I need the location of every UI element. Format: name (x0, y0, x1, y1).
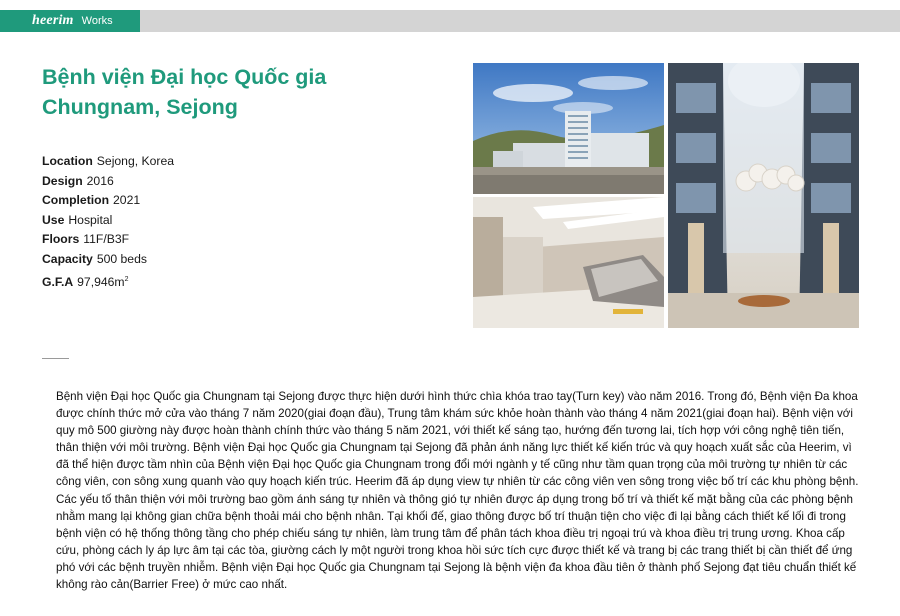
header-bar (0, 10, 900, 32)
section-label: Works (81, 15, 113, 27)
spec-label: Location (42, 154, 93, 168)
spec-label: Design (42, 173, 83, 188)
spec-capacity (42, 250, 174, 270)
spec-label: Capacity (42, 251, 93, 266)
gfa-superscript: 2 (124, 275, 129, 283)
spec-value: Hospital (68, 212, 113, 227)
project-title (42, 62, 442, 122)
spec-value: Sejong, Korea (96, 154, 175, 168)
spec-value: 500 beds (96, 251, 147, 266)
gfa-number: 97,946m (77, 274, 125, 289)
project-description: Bệnh viện Đại học Quốc gia Chungnam tại Sejong được thực hiện dưới hình thức chìa khóa trao tay(Turn key) vào năm 2016. Trong đó, Bệnh viện Đa khoa được chính thức mở cửa vào tháng 7 năm 2020(giai đoạn đầu), Trung tâm khám sức khỏe hoàn thành vào tháng 4 năm 2021(giai đoạn hai). Bệnh viện với quy mô 500 giường này được hoàn thành chính thức vào tháng 5 năm 2021, với thiết kế sáng tạo, hướng đến tương lai, tích hợp với công nghệ tiên tiến, thân thiện với môi trường. Bệnh viện Đại học Quốc gia Chungnam tại Sejong đã phản ánh năng lực thiết kế kiến trúc và quy hoạch xuất sắc của Heerim, vì đã thể hiện được tầm nhìn của Bệnh viện Đại học Quốc gia Chungnam trong đổi mới ngành y tế cũng như tầm quan trọng của môi trường tự nhiên từ các công viên, con sông xung quanh vào quy hoạch kiến trúc. Heerim đã áp dụng view tự nhiên từ các công viên ven sông trong việc bố trí các khu phòng bệnh. Các yếu tố thân thiện với môi trường bao gồm ánh sáng tự nhiên và thông gió tự nhiên được áp dụng trong bố trí và thiết kế mặt bằng của các phòng bệnh nhằm mang lại không gian chữa bệnh thoải mái cho bệnh nhân. Tại khối đế, giao thông được bố trí thuận tiện cho việc đi lại bằng cách thiết kế lối đi trong bệnh viện có hệ thống thông tầng cho phép chiếu sáng tự nhiên, làm trung tâm để phân tách khoa điều trị ngoại trú và khoa điều trị trung ương. Khoa cấp cứu, phòng cách ly áp lực âm tại các tòa, giường cách ly một người trong khoa hồi sức tích cực được thiết kế và trang bị các trang thiết bị cần thiết để ứng phó với các bệnh truyền nhiễm. Bệnh viện Đại học Quốc gia Chungnam tại Sejong là bệnh viện đa khoa đầu tiên ở thành phố Sejong đạt tiêu chuẩn thiết kế không rào cản(Barrier Free) ở mức cao nhất. (56, 390, 859, 592)
spec-value: 2016 (86, 173, 114, 188)
atrium-photo (668, 63, 859, 328)
spec-label: Completion (42, 193, 110, 208)
spec-value: 11F/B3F (83, 232, 130, 247)
spec-value: 2021 (113, 193, 141, 208)
spec-label: Use (42, 212, 65, 227)
spec-value (77, 275, 128, 289)
spec-label: G.F.A (42, 274, 74, 289)
spec-label: Floors (42, 232, 80, 247)
spec-gfa (42, 270, 174, 293)
brand-tab[interactable] (0, 10, 140, 32)
brand-logo: heerim (32, 13, 74, 28)
spec-design (42, 172, 174, 192)
title-line-2: Chungnam, Sejong (42, 95, 238, 119)
section-divider (42, 358, 69, 359)
spec-floors (42, 230, 174, 250)
project-specs (42, 152, 174, 292)
exterior-photo (473, 63, 664, 194)
spec-completion (42, 191, 174, 211)
spec-use (42, 211, 174, 231)
lobby-escalator-photo (473, 197, 664, 328)
spec-location (42, 152, 174, 172)
title-line-1: Bệnh viện Đại học Quốc gia (42, 65, 327, 89)
